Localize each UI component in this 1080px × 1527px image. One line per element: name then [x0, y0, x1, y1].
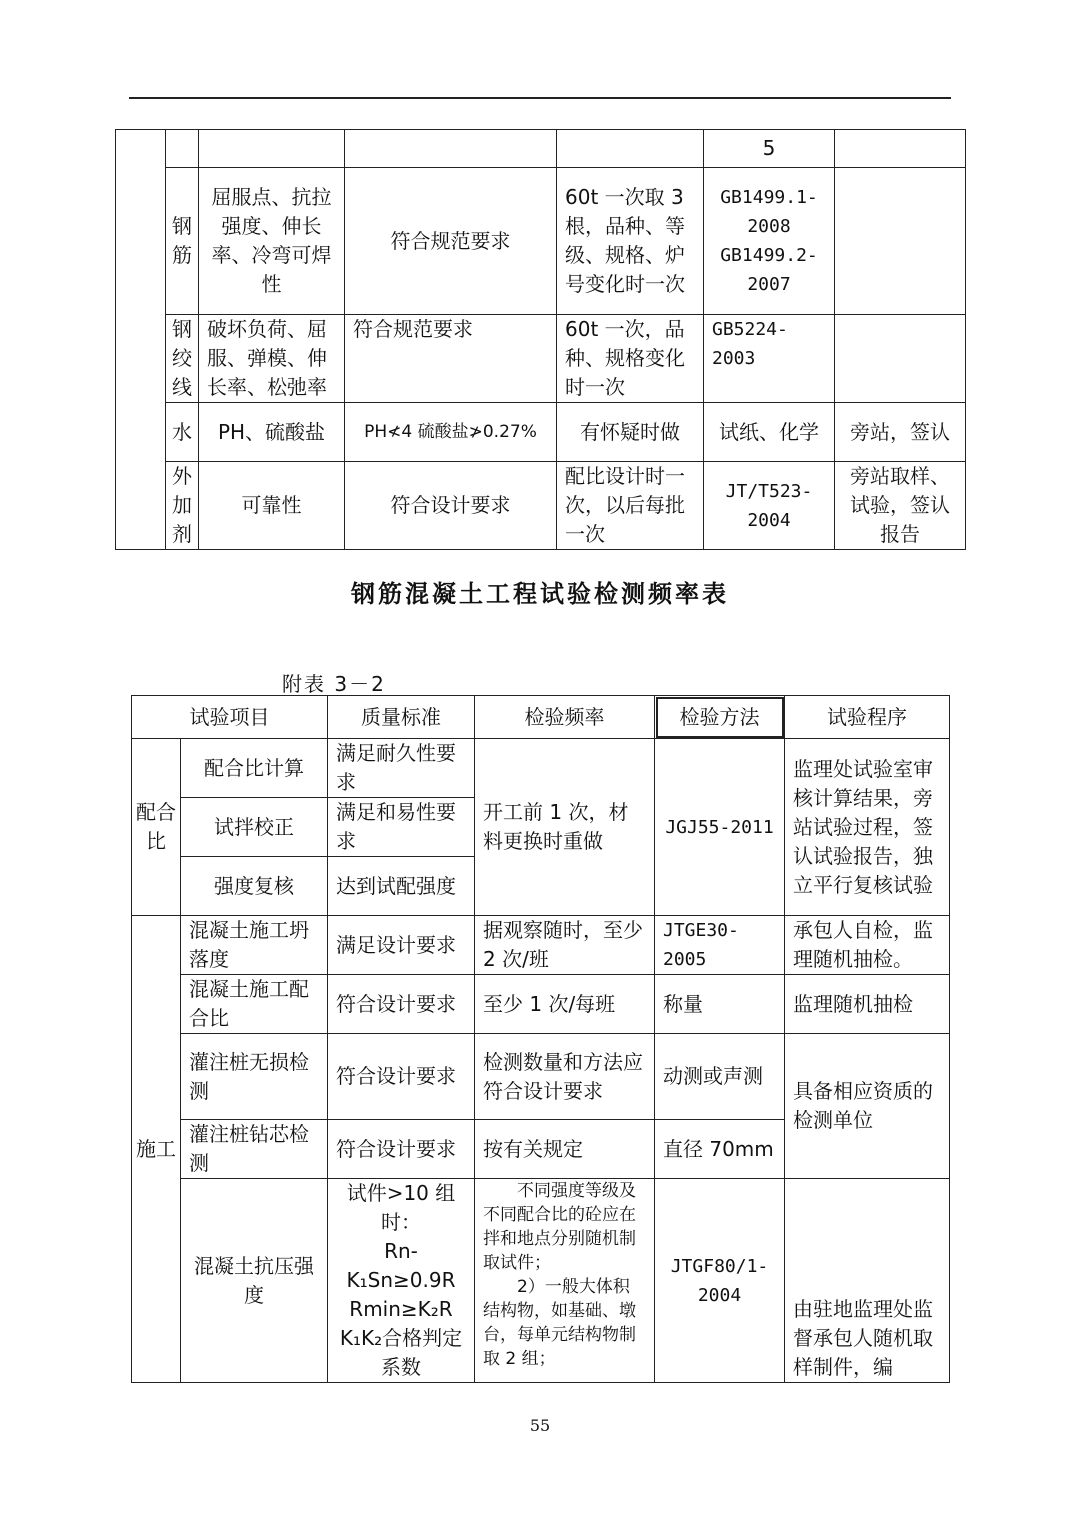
- test-frequency: 60t 一次，品种、规格变化时一次: [557, 315, 704, 403]
- item-cell: 配合比计算: [181, 739, 328, 798]
- test-method: GB1499.1-2008 GB1499.2-2007: [704, 168, 835, 315]
- table-row: [132, 916, 950, 975]
- group-cell: [116, 130, 166, 550]
- standard-line: Rn-K₁Sn≥0.9R: [346, 1239, 456, 1292]
- table-row-water: [116, 403, 966, 462]
- test-frequency: 有怀疑时做: [557, 403, 704, 462]
- standard-line: 试件>10 组时：: [346, 1181, 456, 1234]
- table-row-admixture: [116, 462, 966, 550]
- procedure-cell: 监理处试验室审核计算结果，旁站试验过程，签认试验报告，独立平行复核试验: [785, 739, 950, 916]
- standard-cell: 符合设计要求: [328, 975, 475, 1034]
- material-name: 外加剂: [166, 462, 199, 550]
- procedure-cell: 承包人自检，监理随机抽检。: [785, 916, 950, 975]
- test-frequency: 配比设计时一次，以后每批一次: [557, 462, 704, 550]
- table-row: [132, 1034, 950, 1120]
- material-name: 钢筋: [166, 168, 199, 315]
- method-cell: JGJ55-2011: [655, 739, 785, 916]
- method-cell: 称量: [655, 975, 785, 1034]
- quality-standard: PH≮4 硫酸盐≯0.27%: [345, 403, 557, 462]
- test-items: 可靠性: [199, 462, 345, 550]
- test-frequency: 60t 一次取 3 根，品种、等级、规格、炉号变化时一次: [557, 168, 704, 315]
- frequency-cell: 按有关规定: [475, 1120, 655, 1179]
- standard-line: Rmin≥K₂R: [349, 1297, 453, 1321]
- header-row: [132, 696, 950, 739]
- quality-standard: 符合设计要求: [345, 462, 557, 550]
- frequency-cell: 据观察随时，至少 2 次/班: [475, 916, 655, 975]
- table-row: [132, 1179, 950, 1383]
- col-header-frequency: 检验频率: [475, 696, 655, 739]
- page-title: 钢筋混凝土工程试验检测频率表: [351, 580, 729, 608]
- test-procedure: 旁站，签认: [835, 403, 966, 462]
- quality-standard: 符合规范要求: [345, 315, 557, 403]
- material-name: 水: [166, 403, 199, 462]
- table-caption: 附表 3－2: [282, 672, 386, 696]
- group-label-mix: 配合比: [132, 739, 181, 916]
- group-label-construction: 施工: [132, 916, 181, 1383]
- test-method: 试纸、化学: [704, 403, 835, 462]
- item-cell: 试拌校正: [181, 798, 328, 857]
- frequency-cell: [475, 1179, 655, 1383]
- procedure-cell: 监理随机抽检: [785, 975, 950, 1034]
- method-cell: JTGE30-2005: [655, 916, 785, 975]
- standard-cell: 达到试配强度: [328, 857, 475, 916]
- test-items: 破坏负荷、屈服、弹模、伸长率、松弛率: [199, 315, 345, 403]
- standard-cell: 符合设计要求: [328, 1120, 475, 1179]
- test-procedure: [835, 315, 966, 403]
- item-cell: 混凝土抗压强度: [181, 1179, 328, 1383]
- test-method: GB5224-2003: [704, 315, 835, 403]
- item-cell: 混凝土施工配合比: [181, 975, 328, 1034]
- quality-standard: 符合规范要求: [345, 168, 557, 315]
- material-test-table: [115, 129, 966, 550]
- concrete-test-frequency-table: [131, 695, 950, 1383]
- col-header-method: 检验方法: [655, 696, 785, 739]
- material-name: 钢绞线: [166, 315, 199, 403]
- table-row: [116, 130, 966, 168]
- frequency-cell: 开工前 1 次，材料更换时重做: [475, 739, 655, 916]
- col-header-procedure: 试验程序: [785, 696, 950, 739]
- col-header-item: 试验项目: [132, 696, 328, 739]
- frequency-line: 2）一般大体积结构物，如基础、墩台，每单元结构物制取 2 组；: [483, 1277, 636, 1369]
- col-header-standard: 质量标准: [328, 696, 475, 739]
- header-rule: [129, 97, 951, 99]
- item-cell: 灌注桩无损检测: [181, 1034, 328, 1120]
- standard-cell: 满足和易性要求: [328, 798, 475, 857]
- item-cell: 灌注桩钻芯检测: [181, 1120, 328, 1179]
- procedure-cell: 由驻地监理处监督承包人随机取样制件，编: [785, 1179, 950, 1383]
- method-cell: JTGF80/1-2004: [655, 1179, 785, 1383]
- method-cell: 5: [704, 130, 835, 168]
- item-cell: 强度复核: [181, 857, 328, 916]
- standard-cell: 满足设计要求: [328, 916, 475, 975]
- standard-cell: 满足耐久性要求: [328, 739, 475, 798]
- standard-cell: [328, 1179, 475, 1383]
- standard-cell: 符合设计要求: [328, 1034, 475, 1120]
- frequency-line: 不同强度等级及不同配合比的砼应在拌和地点分别随机制取试件；: [483, 1181, 636, 1273]
- page-number: 55: [529, 1416, 551, 1435]
- procedure-cell: 具备相应资质的检测单位: [785, 1034, 950, 1179]
- table-row-steel: [116, 168, 966, 315]
- item-cell: 混凝土施工坍落度: [181, 916, 328, 975]
- table-row-strand: [116, 315, 966, 403]
- test-procedure: 旁站取样、试验，签认报告: [835, 462, 966, 550]
- frequency-cell: 至少 1 次/每班: [475, 975, 655, 1034]
- test-method: JT/T523-2004: [704, 462, 835, 550]
- standard-line: K₁K₂合格判定系数: [339, 1326, 463, 1379]
- test-items: PH、硫酸盐: [199, 403, 345, 462]
- table-row: [132, 739, 950, 798]
- test-procedure: [835, 168, 966, 315]
- method-cell: 直径 70mm: [655, 1120, 785, 1179]
- method-cell: 动测或声测: [655, 1034, 785, 1120]
- frequency-cell: 检测数量和方法应符合设计要求: [475, 1034, 655, 1120]
- test-items: 屈服点、抗拉强度、伸长率、冷弯可焊性: [199, 168, 345, 315]
- table-row: [132, 975, 950, 1034]
